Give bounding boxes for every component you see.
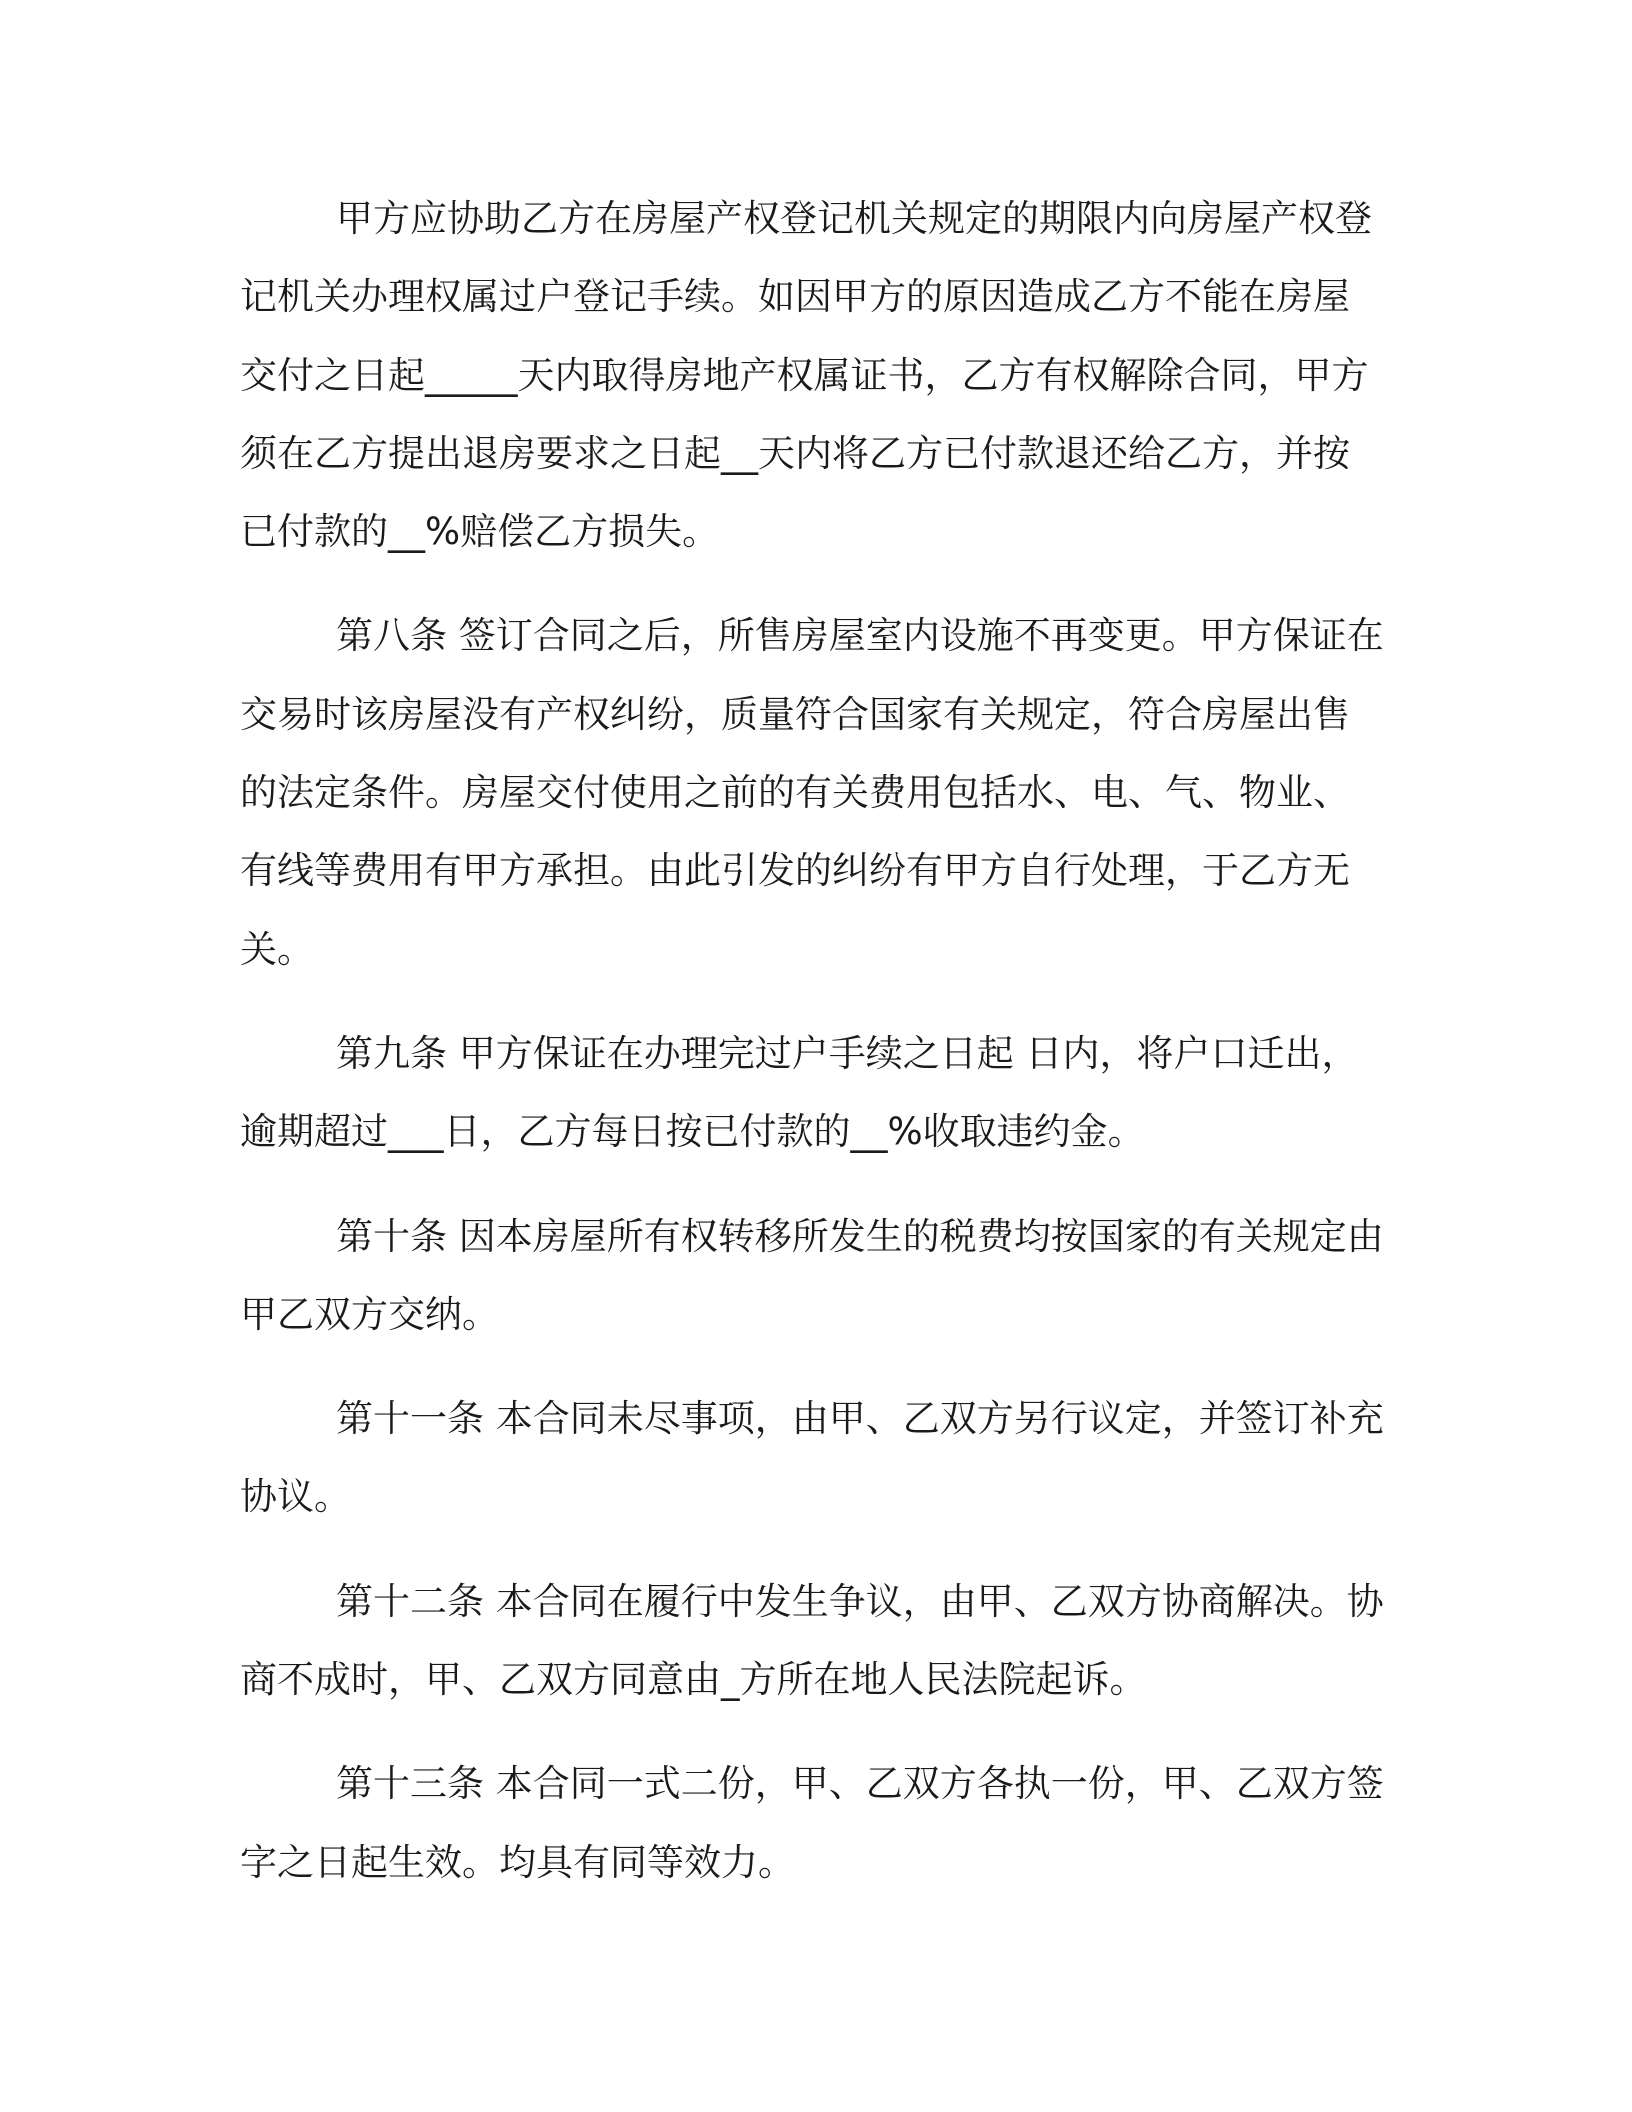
document-page (240, 180, 1390, 1902)
text-line: 已付款的__%赔偿乙方损失。 (240, 510, 720, 554)
text-line: 记机关办理权属过户登记手续。如因甲方的原因造成乙方不能在房屋 (240, 275, 1350, 319)
text-line: 有线等费用有甲方承担。由此引发的纠纷有甲方自行处理，于乙方无 (240, 849, 1350, 893)
text-line: 第十三条 本合同一式二份，甲、乙双方各执一份，甲、乙双方签 (336, 1762, 1384, 1806)
text-line: 第十二条 本合同在履行中发生争议，由甲、乙双方协商解决。协 (336, 1579, 1384, 1623)
text-line: 第十一条 本合同未尽事项，由甲、乙双方另行议定，并签订补充 (336, 1397, 1384, 1441)
text-line: 商不成时，甲、乙双方同意由_方所在地人民法院起诉。 (240, 1658, 1147, 1702)
paragraph-article-12 (240, 1563, 1390, 1720)
text-line: 的法定条件。房屋交付使用之前的有关费用包括水、电、气、物业、 (240, 771, 1350, 815)
paragraph-transfer-registration (240, 180, 1390, 571)
text-line: 须在乙方提出退房要求之日起__天内将乙方已付款退还给乙方，并按 (240, 431, 1350, 475)
text-line: 交易时该房屋没有产权纠纷，质量符合国家有关规定，符合房屋出售 (240, 692, 1350, 736)
paragraph-article-13 (240, 1745, 1390, 1902)
text-line: 关。 (240, 927, 314, 971)
paragraph-article-11 (240, 1380, 1390, 1537)
text-line: 第九条 甲方保证在办理完过户手续之日起 日内，将户口迁出， (336, 1031, 1359, 1075)
text-line: 甲方应协助乙方在房屋产权登记机关规定的期限内向房屋产权登 (336, 197, 1372, 240)
text-line: 逾期超过___日，乙方每日按已付款的__%收取违约金。 (240, 1110, 1145, 1154)
paragraph-article-8 (240, 597, 1390, 988)
text-line: 协议。 (240, 1475, 351, 1519)
paragraph-article-9 (240, 1015, 1390, 1172)
text-line: 交付之日起_____天内取得房地产权属证书，乙方有权解除合同，甲方 (240, 353, 1369, 397)
text-line: 第十条 因本房屋所有权转移所发生的税费均按国家的有关规定由 (336, 1214, 1384, 1258)
text-line: 甲乙双方交纳。 (240, 1292, 499, 1336)
paragraph-article-10 (240, 1198, 1390, 1355)
text-line: 第八条 签订合同之后，所售房屋室内设施不再变更。甲方保证在 (336, 614, 1384, 658)
text-line: 字之日起生效。均具有同等效力。 (240, 1840, 795, 1884)
